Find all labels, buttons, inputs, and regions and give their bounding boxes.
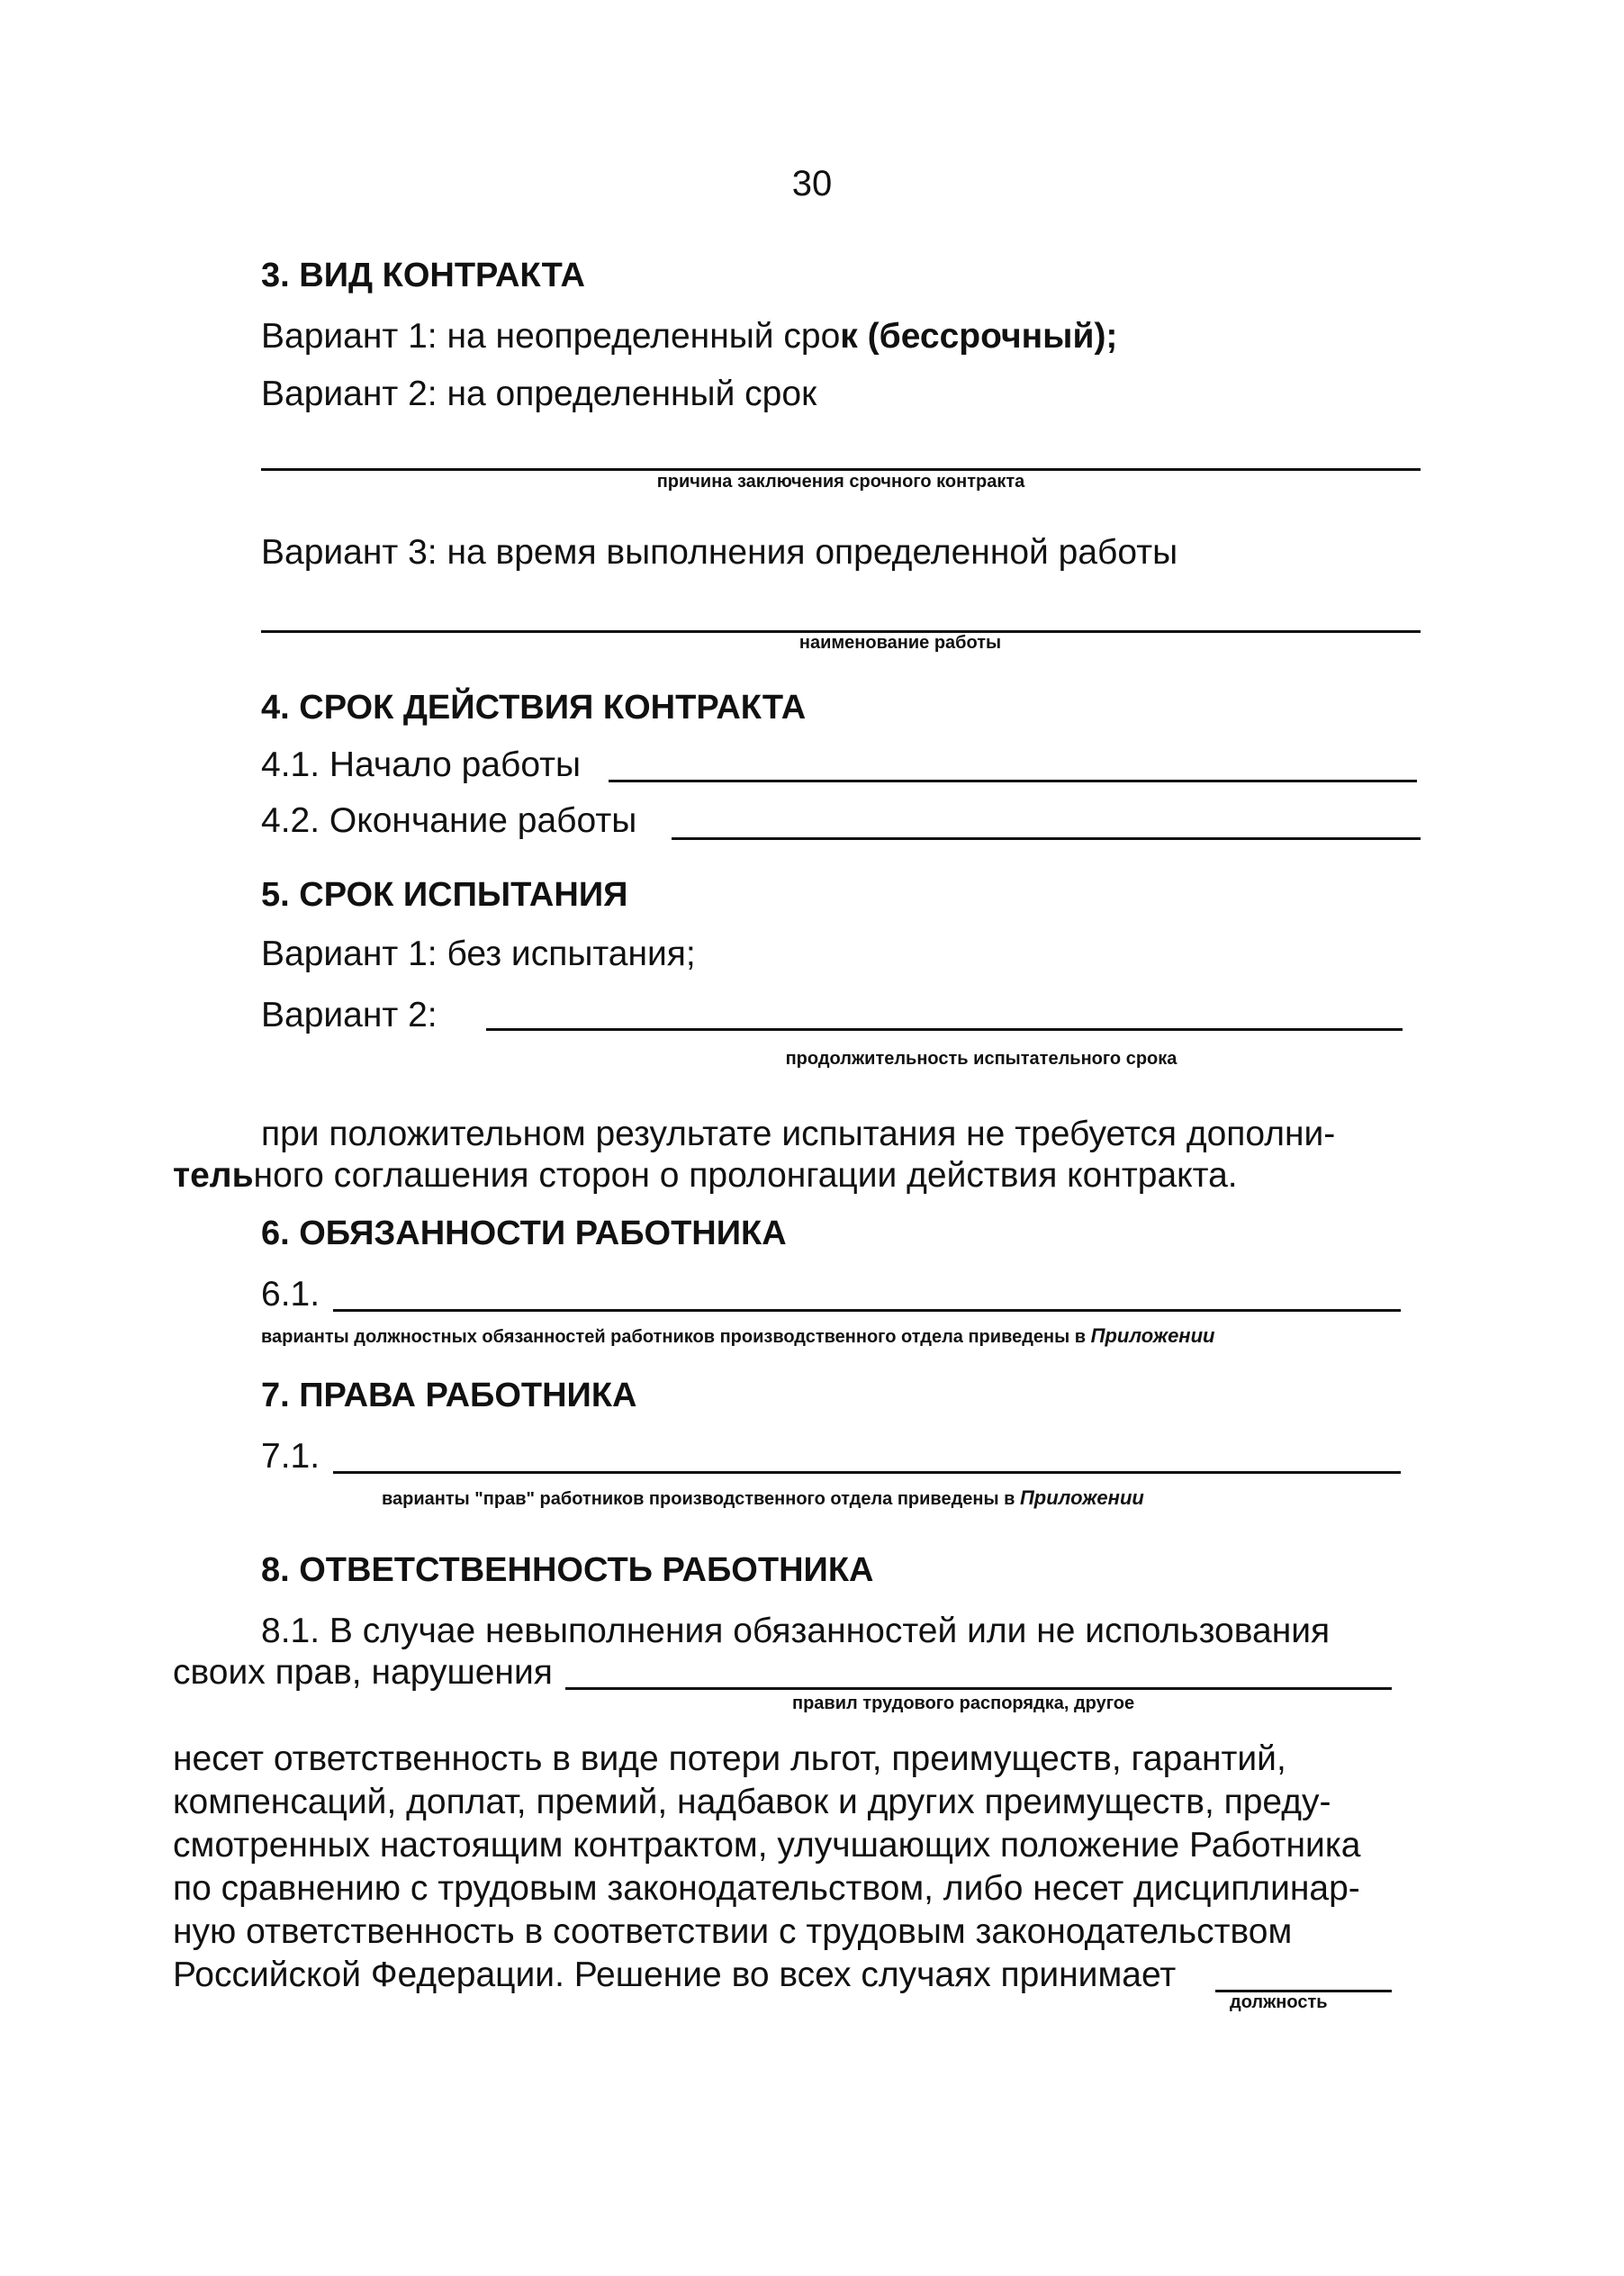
section-8-line-6: по сравнению с трудовым законодательством, либо несет дисциплинар- bbox=[173, 1869, 1360, 1908]
section-4-item-1: 4.1. Начало работы bbox=[261, 745, 582, 784]
blank-line bbox=[486, 1028, 1403, 1031]
section-3-heading: 3. ВИД КОНТРАКТА bbox=[261, 257, 585, 294]
section-5-paragraph-line-1: при положительном результате испытания не требуется дополни- bbox=[261, 1115, 1336, 1153]
section-4-item-2: 4.2. Окончание работы bbox=[261, 801, 637, 840]
section-6-item-1: 6.1. bbox=[261, 1275, 320, 1314]
section-5-heading: 5. СРОК ИСПЫТАНИЯ bbox=[261, 876, 628, 914]
blank-line bbox=[672, 837, 1421, 840]
blank-line bbox=[333, 1471, 1401, 1474]
section-8-line-8: Российской Федерации. Решение во всех случаях принимает bbox=[173, 1955, 1177, 1994]
blank-line bbox=[333, 1309, 1401, 1312]
caption-fixed-term-reason: причина заключения срочного контракта bbox=[656, 472, 1025, 492]
section-5-variant-1: Вариант 1: без испытания; bbox=[261, 935, 696, 973]
caption-duties-appendix: варианты должностных обязанностей работников производственного отдела приведены в Приложении bbox=[261, 1324, 1215, 1347]
section-7-item-1: 7.1. bbox=[261, 1437, 320, 1476]
section-8-line-1: 8.1. В случае невыполнения обязанностей или не использования bbox=[261, 1612, 1331, 1650]
blank-line bbox=[609, 780, 1417, 782]
section-3-variant-2: Вариант 2: на определенный срок bbox=[261, 375, 817, 413]
section-6-heading: 6. ОБЯЗАННОСТИ РАБОТНИКА bbox=[261, 1215, 787, 1252]
caption-labor-rules: правил трудового распорядка, другое bbox=[792, 1693, 1135, 1713]
section-7-heading: 7. ПРАВА РАБОТНИКА bbox=[261, 1377, 637, 1414]
section-4-heading: 4. СРОК ДЕЙСТВИЯ КОНТРАКТА bbox=[261, 689, 807, 727]
caption-rights-appendix: варианты "прав" работников производственного отдела приведены в Приложении bbox=[382, 1486, 1144, 1509]
page-number: 30 bbox=[791, 164, 833, 203]
section-3-variant-1: Вариант 1: на неопределенный срок (бессрочный); bbox=[261, 317, 1118, 356]
section-8-heading: 8. ОТВЕТСТВЕННОСТЬ РАБОТНИКА bbox=[261, 1551, 874, 1589]
section-5-variant-2: Вариант 2: bbox=[261, 996, 438, 1034]
section-8-line-3: несет ответственность в виде потери льгот, преимуществ, гарантий, bbox=[173, 1739, 1286, 1778]
caption-work-name: наименование работы bbox=[798, 633, 1002, 653]
blank-line bbox=[565, 1687, 1392, 1690]
caption-probation-length: продолжительность испытательного срока bbox=[785, 1049, 1177, 1069]
section-8-line-5: смотренных настоящим контрактом, улучшающих положение Работника bbox=[173, 1826, 1361, 1865]
caption-position: должность bbox=[1230, 1992, 1328, 2012]
section-8-line-4: компенсаций, доплат, премий, надбавок и других преимуществ, преду- bbox=[173, 1783, 1331, 1821]
section-8-line-2: своих прав, нарушения bbox=[173, 1653, 553, 1692]
section-5-paragraph-line-2: тельного соглашения сторон о пролонгации действия контракта. bbox=[173, 1156, 1238, 1195]
section-3-variant-3: Вариант 3: на время выполнения определенной работы bbox=[261, 533, 1178, 572]
section-8-line-7: ную ответственность в соответствии с трудовым законодательством bbox=[173, 1912, 1293, 1951]
